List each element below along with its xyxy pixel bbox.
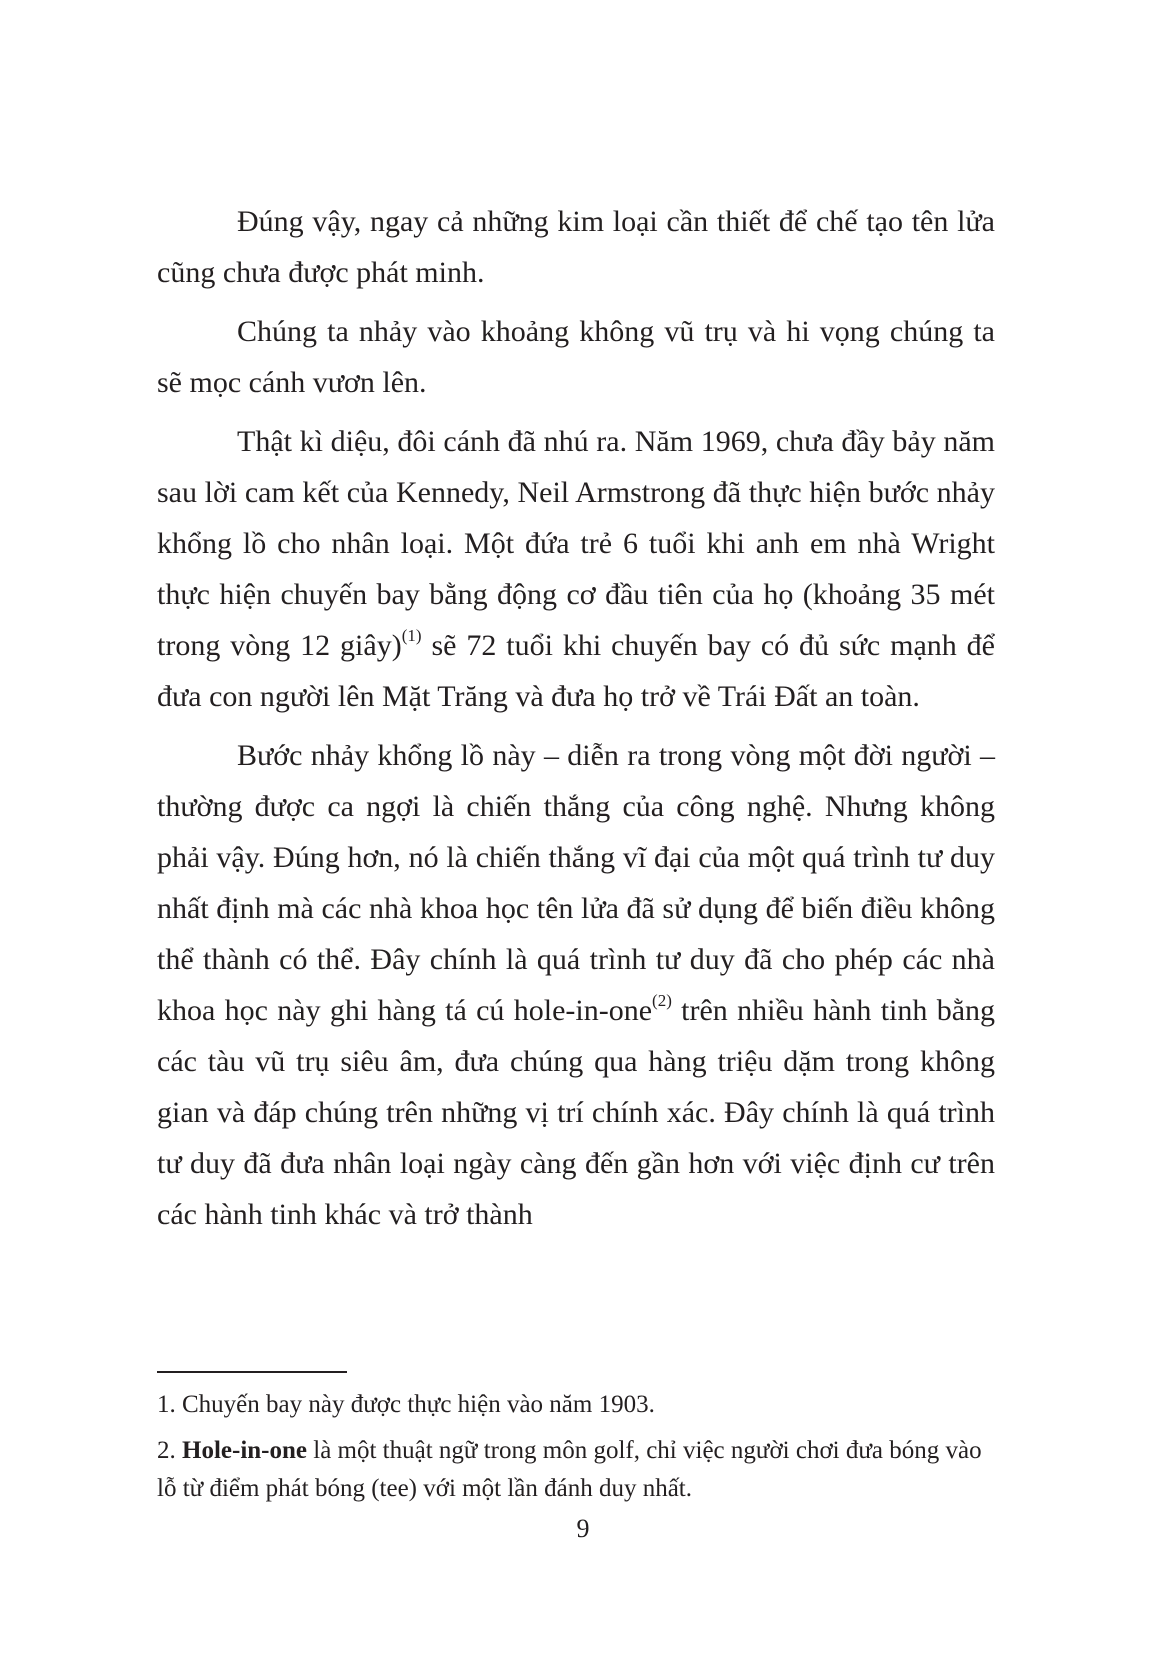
paragraph-4-text-after: trên nhiều hành tinh bằng các tàu vũ trụ siêu âm, đưa chúng qua hàng triệu dặm trong không gian và đáp chúng trên những vị trí chính xác. Đây chính là quá trình tư duy đã đưa nhân loại ngày càng đến gần hơn với việc định cư trên các hành tinh khác và trở thành [157,994,996,1231]
body-text [157,196,995,1240]
footnotes [157,1386,995,1516]
footnote-1 [157,1386,995,1424]
paragraph-3-text-after: sẽ 72 tuổi khi chuyến bay có đủ sức mạnh để đưa con người lên Mặt Trăng và đưa họ trở về Trái Đất an toàn. [157,629,995,713]
paragraph-3-text-before: Thật kì diệu, đôi cánh đã nhú ra. Năm 1969, chưa đầy bảy năm sau lời cam kết của Kennedy, Neil Armstrong đã thực hiện bước nhảy khổng lồ cho nhân loại. Một đứa trẻ 6 tuổi khi anh em nhà Wright thực hiện chuyến bay bằng động cơ đầu tiên của họ (khoảng 35 mét trong vòng 12 giây) [157,425,995,662]
footnote-2-prefix: 2. [157,1437,182,1464]
footnote-divider [157,1371,347,1373]
footnote-2-term: Hole-in-one [182,1437,307,1464]
footnote-2 [157,1432,995,1508]
paragraph-3 [157,416,995,722]
paragraph-2-text: Chúng ta nhảy vào khoảng không vũ trụ và hi vọng chúng ta sẽ mọc cánh vươn lên. [157,315,995,399]
paragraph-2 [157,306,995,408]
footnote-1-text: 1. Chuyến bay này được thực hiện vào năm 1903. [157,1391,655,1418]
footnote-ref-2: (2) [652,991,672,1010]
paragraph-4 [157,730,995,1240]
page-number: 9 [576,1514,590,1543]
paragraph-1 [157,196,995,298]
footnote-2-text: là một thuật ngữ trong môn golf, chỉ việc người chơi đưa bóng vào lỗ từ điểm phát bóng (tee) với một lần đánh duy nhất. [157,1437,982,1502]
paragraph-1-text: Đúng vậy, ngay cả những kim loại cần thiết để chế tạo tên lửa cũng chưa được phát minh. [157,205,995,289]
paragraph-4-text-before: Bước nhảy khổng lồ này – diễn ra trong vòng một đời người – thường được ca ngợi là chiến thắng của công nghệ. Nhưng không phải vậy. Đúng hơn, nó là chiến thắng vĩ đại của một quá trình tư duy nhất định mà các nhà khoa học tên lửa đã sử dụng để biến điều không thể thành có thể. Đây chính là quá trình tư duy đã cho phép các nhà khoa học này ghi hàng tá cú hole-in-one [157,739,995,1027]
footnote-ref-1: (1) [401,626,422,645]
